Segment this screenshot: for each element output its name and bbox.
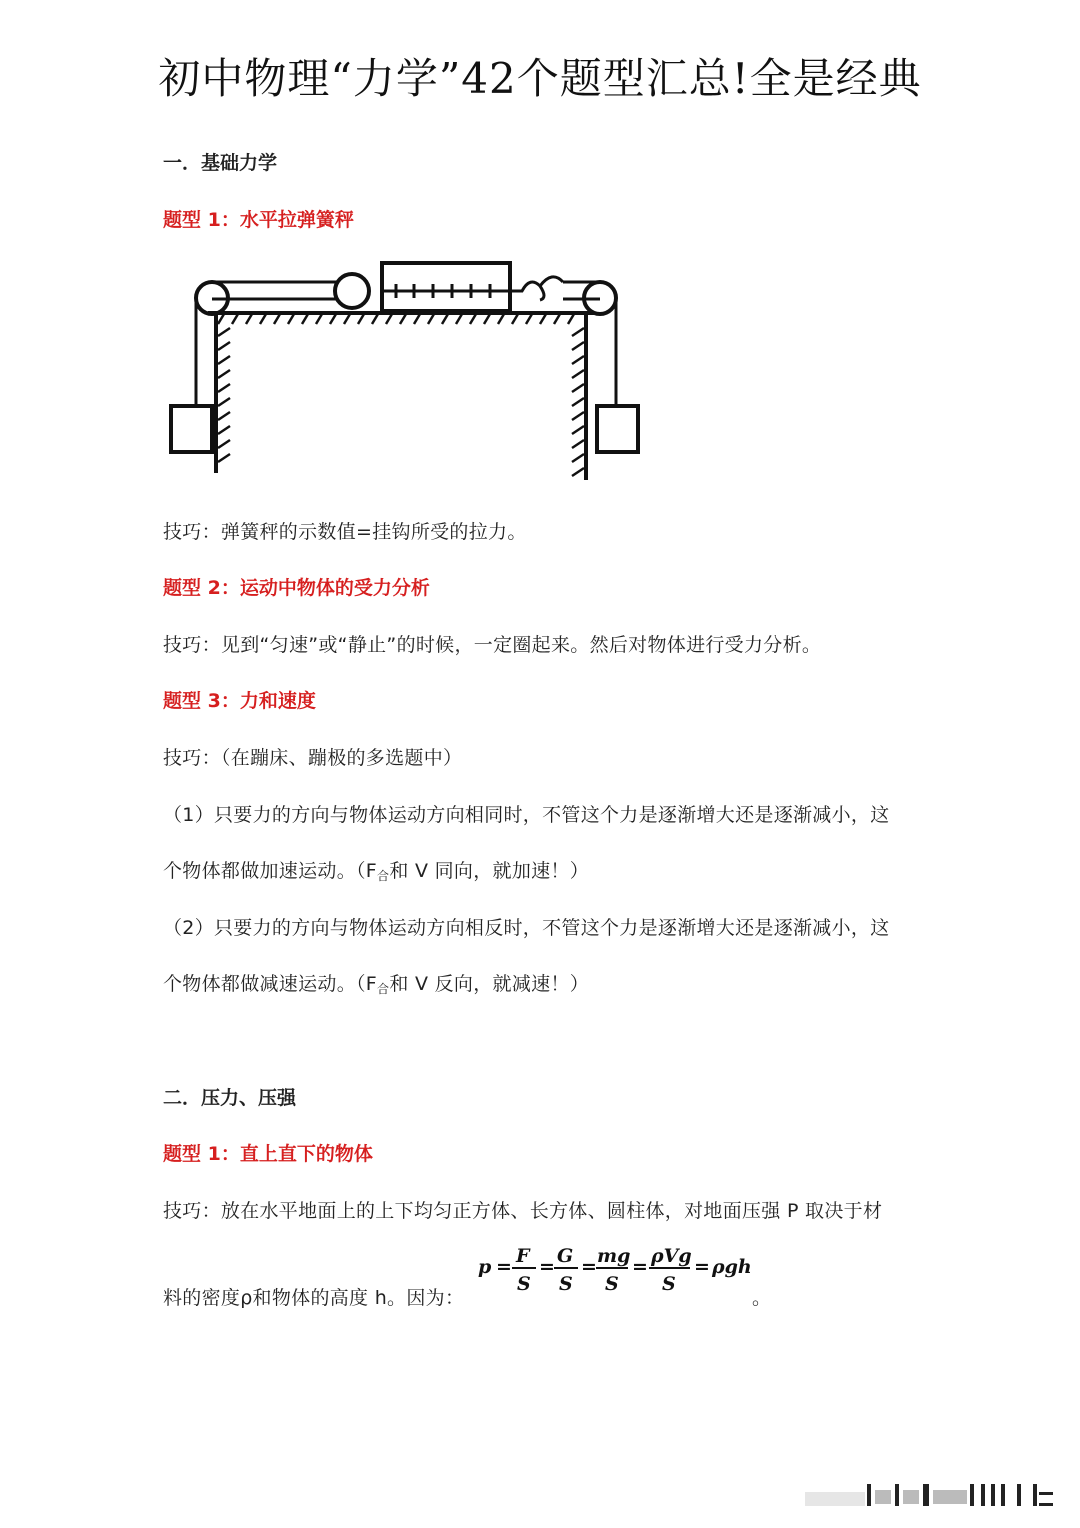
section-heading-pressure: 二．压力、压强	[163, 1087, 297, 1109]
tip-text: 技巧：（在蹦床、蹦极的多选题中）	[163, 747, 463, 769]
formula-denominator: S	[517, 1273, 531, 1295]
subscript-he: 合	[377, 982, 390, 996]
subscript-he: 合	[377, 869, 390, 883]
formula-equals: =	[539, 1256, 555, 1278]
pressure-formula	[476, 1238, 766, 1308]
text-run: 个物体都做加速运动。（F	[163, 860, 378, 882]
question-type-3-heading: 题型 3：力和速度	[163, 690, 316, 712]
footer-decoration	[805, 1482, 1055, 1512]
paragraph-line: （1）只要力的方向与物体运动方向相同时，不管这个力是逐渐增大还是逐渐减小，这	[163, 804, 890, 826]
formula-numerator: mg	[597, 1245, 631, 1267]
question-type-1-heading: 题型 1：水平拉弹簧秤	[163, 209, 354, 231]
formula-lhs: p	[478, 1256, 492, 1278]
formula-denominator: S	[662, 1273, 676, 1295]
formula-equals: =	[581, 1256, 597, 1278]
formula-numerator: F	[516, 1245, 530, 1267]
formula-numerator: G	[557, 1245, 574, 1267]
formula-equals: =	[496, 1256, 512, 1278]
paragraph-line	[163, 856, 589, 884]
paragraph-line: 料的密度ρ和物体的高度 h。因为：	[163, 1287, 465, 1309]
formula-equals: =	[632, 1256, 648, 1278]
sentence-end: 。	[752, 1287, 772, 1309]
question-type-2-heading: 题型 2：运动中物体的受力分析	[163, 577, 430, 599]
formula-denominator: S	[559, 1273, 573, 1295]
formula-denominator: S	[605, 1273, 619, 1295]
tip-text: 技巧：见到“匀速”或“静止”的时候，一定圈起来。然后对物体进行受力分析。	[163, 634, 822, 656]
formula-equals: =	[694, 1256, 710, 1278]
paragraph-line	[163, 969, 589, 997]
question-type-1-heading: 题型 1：直上直下的物体	[163, 1143, 373, 1165]
formula-rhs: ρgh	[712, 1256, 752, 1278]
page-title: 初中物理“力学”42个题型汇总!全是经典	[158, 54, 922, 103]
tip-text: 技巧：弹簧秤的示数值=挂钩所受的拉力。	[163, 521, 527, 543]
paragraph-line: （2）只要力的方向与物体运动方向相反时，不管这个力是逐渐增大还是逐渐减小，这	[163, 917, 890, 939]
section-heading-basic-mechanics: 一．基础力学	[163, 152, 278, 174]
text-run: 和 V 同向，就加速！）	[389, 860, 590, 882]
formula-numerator: ρVg	[651, 1245, 692, 1267]
text-run: 和 V 反向，就减速！）	[389, 973, 590, 995]
spring-scale-pulley-diagram	[160, 258, 650, 488]
paragraph-line: 技巧：放在水平地面上的上下均匀正方体、长方体、圆柱体，对地面压强 P 取决于材	[163, 1200, 883, 1222]
text-run: 个物体都做减速运动。（F	[163, 973, 378, 995]
